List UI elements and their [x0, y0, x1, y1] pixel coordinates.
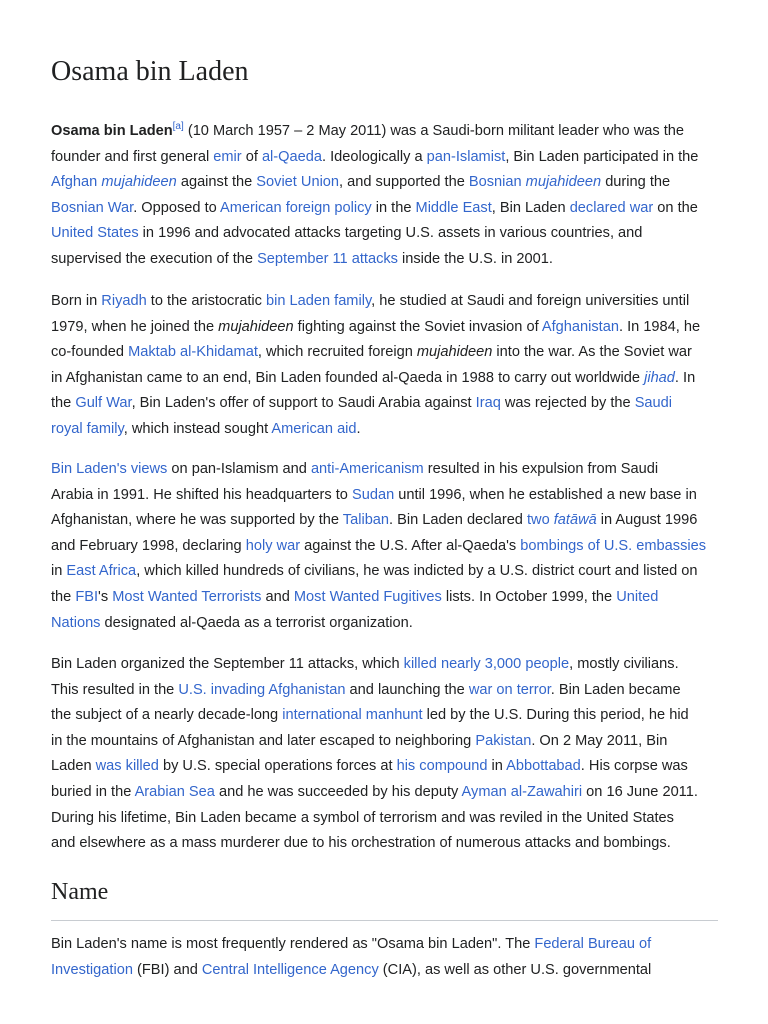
- text-run: Afghanistan, where he was supported by the: [51, 512, 343, 529]
- link-pakistan[interactable]: Pakistan: [475, 732, 532, 749]
- text-run: Born in: [51, 293, 102, 309]
- link-was-killed[interactable]: was killed: [95, 758, 159, 775]
- text-run: , which recruited foreign: [257, 344, 417, 361]
- link-arabian-sea[interactable]: Arabian Sea: [134, 783, 215, 800]
- text-run: into the war. As the Soviet war: [492, 344, 692, 361]
- text-run: and elsewhere as a mass murderer due to his orchestration of numerous attacks and bombings.: [51, 835, 671, 852]
- text-line: [51, 611, 723, 637]
- text-run: the: [51, 588, 76, 605]
- italic-term: mujahideen: [416, 344, 493, 361]
- text-run: (10 March 1957 – 2 May 2011) was a Saudi-born militant leader who was the: [183, 123, 685, 139]
- text-line: [51, 196, 723, 222]
- link-afghan[interactable]: Afghan: [51, 174, 102, 191]
- text-run: .: [356, 420, 361, 437]
- link-maktab-al-khidamat[interactable]: Maktab al-Khidamat: [128, 344, 258, 361]
- lead-paragraph-3: [51, 457, 723, 636]
- text-run: on the: [653, 199, 698, 216]
- text-run: 's: [98, 588, 113, 605]
- text-run: inside the U.S. in 2001.: [397, 250, 553, 267]
- text-run: . Bin Laden became: [550, 681, 681, 698]
- text-line: [51, 366, 723, 392]
- text-run: of: [241, 148, 262, 165]
- text-line: [51, 958, 723, 984]
- text-run: co-founded: [51, 344, 129, 361]
- text-line: [51, 221, 723, 247]
- link-jihad[interactable]: jihad: [644, 369, 675, 386]
- link-two[interactable]: two: [526, 512, 554, 529]
- page-title: Osama bin Laden: [51, 56, 249, 87]
- link-nations[interactable]: Nations: [51, 614, 101, 631]
- link-u-s-invading-afghanistan[interactable]: U.S. invading Afghanistan: [178, 681, 346, 698]
- text-run: until 1996, when he established a new base in: [394, 486, 697, 503]
- link-war-on-terror[interactable]: war on terror: [468, 681, 551, 698]
- link-afghanistan[interactable]: Afghanistan: [541, 318, 619, 335]
- text-run: , which instead sought: [123, 420, 272, 437]
- link-united[interactable]: United: [616, 588, 659, 605]
- text-line: [51, 754, 723, 780]
- text-run: . His corpse was: [580, 758, 688, 775]
- link-mujahideen[interactable]: mujahideen: [101, 174, 177, 191]
- link-bin-laden-family[interactable]: bin Laden family: [265, 293, 372, 309]
- link-american-aid[interactable]: American aid: [271, 420, 357, 437]
- text-run: in Afghanistan came to an end, Bin Laden founded al-Qaeda in 1988 to carry out worldwide: [51, 369, 645, 386]
- text-run: (CIA), as well as other U.S. governmental: [378, 961, 652, 978]
- text-run: 1979, when he joined the: [51, 318, 219, 335]
- link-anti-americanism[interactable]: anti-Americanism: [310, 461, 424, 477]
- text-run: and he was succeeded by his deputy: [214, 783, 462, 800]
- text-run: . Bin Laden declared: [389, 512, 527, 529]
- footnote-reference[interactable]: [a]: [172, 121, 184, 133]
- text-run: , Bin Laden participated in the: [505, 148, 699, 165]
- link-killed-nearly-3-000-people[interactable]: killed nearly 3,000 people: [403, 656, 570, 672]
- lead-paragraph-2: [51, 289, 723, 443]
- text-line: [51, 247, 723, 273]
- text-line: [51, 119, 723, 145]
- link-september-11-attacks[interactable]: September 11 attacks: [257, 250, 398, 267]
- text-run: , mostly civilians.: [569, 656, 679, 672]
- text-run: , he studied at Saudi and foreign universities until: [371, 293, 690, 309]
- text-line: [51, 678, 723, 704]
- link-american-foreign-policy[interactable]: American foreign policy: [220, 199, 372, 216]
- text-run: was rejected by the: [500, 395, 635, 412]
- text-run: on 16 June 2011.: [582, 783, 698, 800]
- text-line: [51, 508, 723, 534]
- text-run: , which killed hundreds of civilians, he was indicted by a U.S. district court and listed on: [136, 563, 698, 580]
- text-line: [51, 780, 723, 806]
- text-line: [51, 340, 723, 366]
- link-investigation[interactable]: Investigation: [51, 961, 133, 978]
- link-bin-laden-s-views[interactable]: Bin Laden's views: [51, 461, 168, 477]
- text-line: [51, 483, 723, 509]
- text-run: . In 1984, he: [618, 318, 701, 335]
- text-run: Arabia in 1991. He shifted his headquarters to: [51, 486, 352, 503]
- text-line: [51, 703, 723, 729]
- text-run: in 1996 and advocated attacks targeting U.S. assets in various countries, and: [138, 225, 643, 242]
- text-line: [51, 831, 723, 857]
- link-bosnian[interactable]: Bosnian: [468, 174, 526, 191]
- text-line: [51, 170, 723, 196]
- link-declared-war[interactable]: declared war: [569, 199, 654, 216]
- text-line: [51, 315, 723, 341]
- text-run: led by the U.S. During this period, he hid: [422, 707, 689, 724]
- link-middle-east[interactable]: Middle East: [415, 199, 492, 216]
- link-most-wanted-fugitives[interactable]: Most Wanted Fugitives: [293, 588, 442, 605]
- link-gulf-war[interactable]: Gulf War: [75, 395, 132, 412]
- text-run: This resulted in the: [51, 681, 179, 698]
- link-taliban[interactable]: Taliban: [342, 512, 390, 529]
- link-fat-w[interactable]: fatāwā: [553, 512, 597, 529]
- text-run: in the mountains of Afghanistan and later escaped to neighboring: [51, 732, 476, 749]
- text-run: supervised the execution of the: [51, 250, 258, 267]
- section-divider: [51, 920, 718, 921]
- text-line: [51, 391, 723, 417]
- text-line: [51, 534, 723, 560]
- link-his-compound[interactable]: his compound: [396, 758, 488, 775]
- text-line: [51, 559, 723, 585]
- link-mujahideen[interactable]: mujahideen: [525, 174, 602, 191]
- text-run: designated al-Qaeda as a terrorist organization.: [100, 614, 413, 631]
- link-riyadh[interactable]: Riyadh: [101, 293, 147, 309]
- lead-paragraph-1: [51, 119, 723, 273]
- text-run: lists. In October 1999, the: [441, 588, 617, 605]
- text-line: [51, 585, 723, 611]
- text-run: . In: [674, 369, 696, 386]
- text-run: in August 1996: [596, 512, 698, 529]
- link-bosnian-war[interactable]: Bosnian War: [51, 199, 134, 216]
- link-holy-war[interactable]: holy war: [245, 537, 301, 554]
- text-run: on pan-Islamism and: [167, 461, 311, 477]
- text-run: . Opposed to: [133, 199, 221, 216]
- text-run: in: [51, 563, 67, 580]
- text-line: [51, 806, 723, 832]
- link-royal-family[interactable]: royal family: [51, 420, 124, 437]
- italic-term: mujahideen: [218, 318, 294, 335]
- name-section-paragraph: [51, 932, 723, 983]
- link-east-africa[interactable]: East Africa: [66, 563, 137, 580]
- text-run: fighting against the Soviet invasion of: [293, 318, 542, 335]
- link-abbottabad[interactable]: Abbottabad: [506, 758, 581, 775]
- link-iraq[interactable]: Iraq: [475, 395, 501, 412]
- section-heading-name: Name: [51, 879, 109, 905]
- text-run: (FBI) and: [132, 961, 202, 978]
- lead-paragraph-4: [51, 652, 723, 857]
- text-run: , and supported the: [339, 174, 469, 191]
- link-central-intelligence-agency[interactable]: Central Intelligence Agency: [201, 961, 379, 978]
- link-emir[interactable]: emir: [213, 148, 242, 165]
- text-run: resulted in his expulsion from Saudi: [423, 461, 659, 477]
- text-run: Bin Laden organized the September 11 attacks, which: [51, 656, 404, 672]
- text-run: . On 2 May 2011, Bin: [531, 732, 668, 749]
- link-most-wanted-terrorists[interactable]: Most Wanted Terrorists: [112, 588, 262, 605]
- text-run: against the U.S. After al-Qaeda's: [300, 537, 521, 554]
- link-united-states[interactable]: United States: [51, 225, 139, 242]
- text-run: during the: [601, 174, 671, 191]
- text-run: the: [51, 395, 76, 412]
- link-soviet-union[interactable]: Soviet Union: [256, 174, 340, 191]
- text-run: against the: [176, 174, 257, 191]
- text-run: in: [487, 758, 507, 775]
- bold-term: Osama bin Laden: [51, 123, 173, 139]
- link-pan-islamist[interactable]: pan-Islamist: [426, 148, 506, 165]
- text-run: to the aristocratic: [146, 293, 266, 309]
- text-run: by U.S. special operations forces at: [158, 758, 397, 775]
- text-run: in the: [371, 199, 416, 216]
- text-line: [51, 932, 723, 958]
- text-line: [51, 289, 723, 315]
- text-run: During his lifetime, Bin Laden became a symbol of terrorism and was reviled in the United States: [51, 809, 674, 826]
- link-bombings-of-u-s-embassies[interactable]: bombings of U.S. embassies: [520, 537, 707, 554]
- text-run: . Ideologically a: [321, 148, 427, 165]
- link-ayman-al-zawahiri[interactable]: Ayman al-Zawahiri: [461, 783, 583, 800]
- link-federal-bureau-of[interactable]: Federal Bureau of: [534, 936, 652, 952]
- text-run: Bin Laden's name is most frequently rendered as "Osama bin Laden". The: [51, 936, 535, 952]
- link-sudan[interactable]: Sudan: [351, 486, 395, 503]
- link-saudi[interactable]: Saudi: [634, 395, 673, 412]
- link-al-qaeda[interactable]: al-Qaeda: [261, 148, 322, 165]
- text-run: , Bin Laden's offer of support to Saudi Arabia against: [131, 395, 476, 412]
- text-run: and: [261, 588, 294, 605]
- text-line: [51, 652, 723, 678]
- text-run: the subject of a nearly decade-long: [51, 707, 283, 724]
- text-run: Laden: [51, 758, 96, 775]
- link-fbi[interactable]: FBI: [75, 588, 99, 605]
- text-run: buried in the: [51, 783, 135, 800]
- link-international-manhunt[interactable]: international manhunt: [282, 707, 423, 724]
- text-run: and launching the: [345, 681, 469, 698]
- text-line: [51, 417, 723, 443]
- text-run: , Bin Laden: [491, 199, 570, 216]
- text-line: [51, 729, 723, 755]
- text-run: founder and first general: [51, 148, 214, 165]
- text-line: [51, 457, 723, 483]
- text-line: [51, 145, 723, 171]
- text-run: and February 1998, declaring: [51, 537, 246, 554]
